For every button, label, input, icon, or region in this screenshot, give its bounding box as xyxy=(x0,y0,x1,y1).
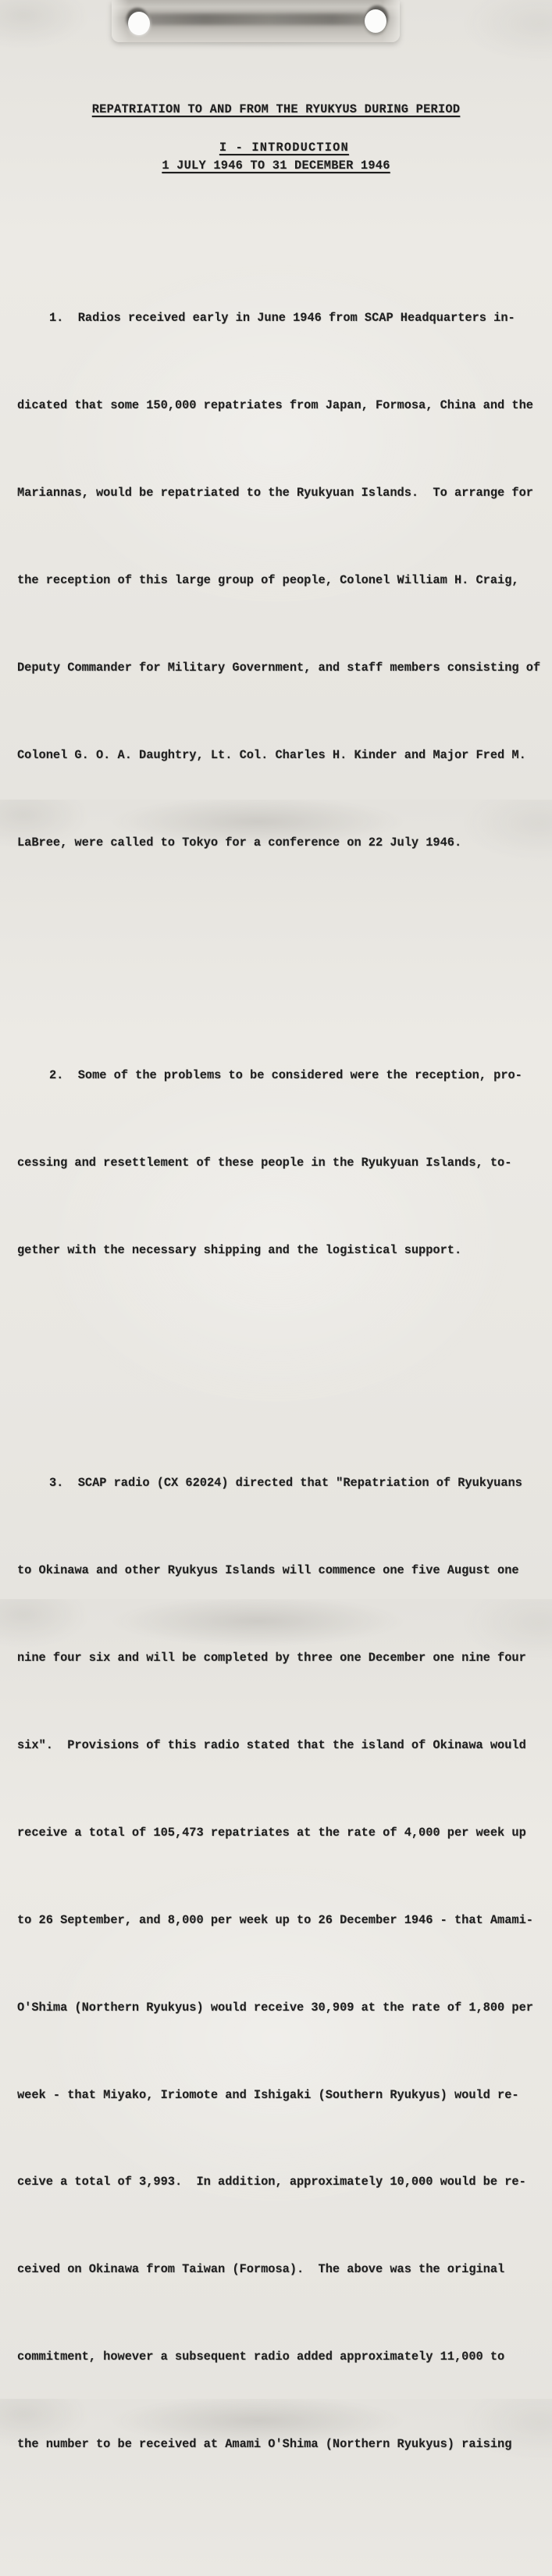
text-line: Mariannas, would be repatriated to the Ryukyuan Islands. To arrange for xyxy=(17,486,533,501)
text-line: 2. Some of the problems to be considered were the reception, pro- xyxy=(49,1068,522,1083)
text-line: nine four six and will be completed by three one December one nine four xyxy=(17,1651,526,1666)
text-line: 1. Radios received early in June 1946 from SCAP Headquarters in- xyxy=(49,311,515,326)
document-title-line2: 1 JULY 1946 TO 31 DECEMBER 1946 xyxy=(162,159,390,173)
text-line: to Okinawa and other Ryukyus Islands will commence one five August one xyxy=(17,1563,519,1578)
text-line: 3. SCAP radio (CX 62024) directed that "Repatriation of Ryukyuans xyxy=(49,1476,522,1491)
text-line: the reception of this large group of people, Colonel William H. Craig, xyxy=(17,573,519,588)
section-heading xyxy=(0,122,552,156)
section-heading-text: I - INTRODUCTION xyxy=(219,141,349,155)
text-line: week - that Miyako, Iriomote and Ishigaki (Southern Ryukyus) would re- xyxy=(17,2087,519,2102)
text-line: to 26 September, and 8,000 per week up to 26 December 1946 - that Amami- xyxy=(17,1912,533,1927)
text-line: six". Provisions of this radio stated that the island of Okinawa would xyxy=(17,1738,526,1753)
document-body xyxy=(17,159,542,2576)
paragraph xyxy=(17,246,542,916)
text-line: commitment, however a subsequent radio added approximately 11,000 to xyxy=(17,2350,505,2364)
text-line: ceive a total of 3,993. In addition, approximately 10,000 would be re- xyxy=(17,2175,526,2189)
paragraph xyxy=(17,1411,542,2517)
fastener-prong-bar xyxy=(129,13,383,25)
text-line: Deputy Commander for Military Government, and staff members consisting of xyxy=(17,661,541,675)
text-line: O'Shima (Northern Ryukyus) would receive 30,909 at the rate of 1,800 per xyxy=(17,2000,533,2015)
text-line: ceived on Okinawa from Taiwan (Formosa). The above was the original xyxy=(17,2262,505,2277)
text-line: dicated that some 150,000 repatriates from Japan, Formosa, China and the xyxy=(17,398,533,413)
text-line: LaBree, were called to Tokyo for a conference on 22 July 1946. xyxy=(17,835,462,850)
paragraph xyxy=(17,1003,542,1324)
text-line: cessing and resettlement of these people in the Ryukyuan Islands, to- xyxy=(17,1156,512,1170)
text-line: gether with the necessary shipping and the logistical support. xyxy=(17,1242,462,1257)
text-line: receive a total of 105,473 repatriates at the rate of 4,000 per week up xyxy=(17,1825,526,1840)
text-line: Colonel G. O. A. Daughtry, Lt. Col. Charles H. Kinder and Major Fred M. xyxy=(17,747,526,762)
document-title-line1: REPATRIATION TO AND FROM THE RYUKYUS DURING PERIOD xyxy=(91,102,461,116)
fastener-hole-right-icon xyxy=(365,9,386,33)
binding-fastener xyxy=(112,0,400,42)
text-line: the number to be received at Amami O'Shima (Northern Ryukyus) raising xyxy=(17,2437,512,2452)
fastener-hole-left-icon xyxy=(128,12,150,35)
